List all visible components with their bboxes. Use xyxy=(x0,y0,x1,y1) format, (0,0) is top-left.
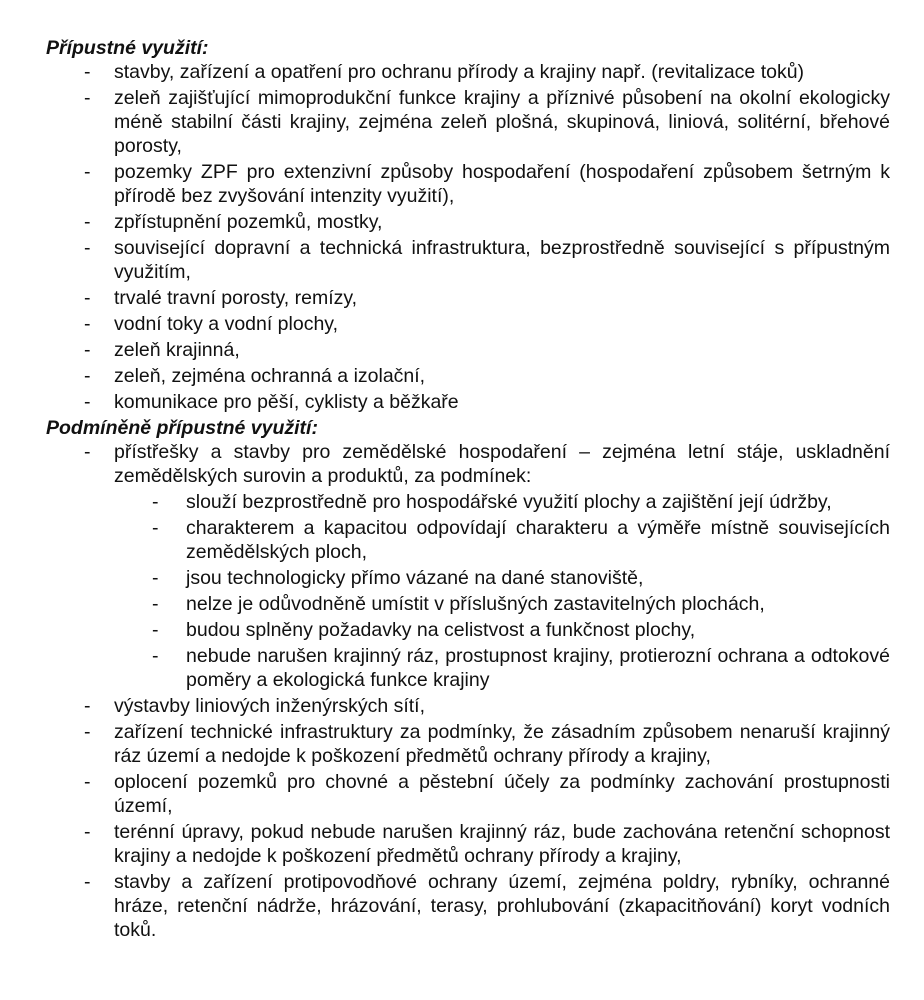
sublist-item xyxy=(46,592,890,616)
list-item xyxy=(46,770,890,818)
bullet-dash: - xyxy=(152,517,159,539)
list-item xyxy=(46,720,890,768)
bullet-dash: - xyxy=(84,871,91,893)
list-item xyxy=(46,312,890,336)
sublist-item-text: jsou technologicky přímo vázané na dané stanoviště, xyxy=(186,567,644,589)
sublist-item-text: nelze je odůvodněně umístit v příslušných zastavitelných plochách, xyxy=(186,593,765,615)
permitted-use-list xyxy=(46,60,890,414)
bullet-dash: - xyxy=(84,237,91,259)
bullet-dash: - xyxy=(84,365,91,387)
list-item xyxy=(46,210,890,234)
list-item xyxy=(46,86,890,158)
list-item xyxy=(46,236,890,284)
conditions-wrap xyxy=(46,490,890,692)
list-item-text: související dopravní a technická infrastruktura, bezprostředně související s přípustným využitím, xyxy=(114,237,890,283)
list-item-text: zařízení technické infrastruktury za podmínky, že zásadním způsobem nenaruší krajinný ráz území a nedojde k poškození předmětů ochrany přírody a krajiny, xyxy=(114,721,890,767)
bullet-dash: - xyxy=(84,821,91,843)
bullet-dash: - xyxy=(84,287,91,309)
section-heading-permitted-use: Přípustné využití: xyxy=(46,37,209,59)
list-item-text: terénní úpravy, pokud nebude narušen krajinný ráz, bude zachována retenční schopnost krajiny a nedojde k poškození předmětů ochrany přírody a krajiny, xyxy=(114,821,890,867)
bullet-dash: - xyxy=(84,211,91,233)
bullet-dash: - xyxy=(152,645,159,667)
bullet-dash: - xyxy=(152,491,159,513)
sublist-item xyxy=(46,516,890,564)
list-item-text: stavby, zařízení a opatření pro ochranu přírody a krajiny např. (revitalizace toků) xyxy=(114,61,805,83)
list-item-text: zeleň zajišťující mimoprodukční funkce krajiny a příznivé působení na okolní ekologicky méně stabilní části krajiny, zejména zeleň plošná, skupinová, liniová, solitérní, břehové porosty, xyxy=(114,87,890,157)
list-item xyxy=(46,440,890,692)
sublist-item xyxy=(46,490,890,514)
list-item-text: výstavby liniových inženýrských sítí, xyxy=(114,695,426,717)
bullet-dash: - xyxy=(84,339,91,361)
list-item xyxy=(46,390,890,414)
section-heading-conditional-use: Podmíněně přípustné využití: xyxy=(46,417,318,439)
bullet-dash: - xyxy=(152,619,159,641)
list-item xyxy=(46,286,890,310)
list-item xyxy=(46,870,890,942)
list-item xyxy=(46,60,890,84)
conditions-sublist xyxy=(46,490,890,692)
list-item-text: stavby a zařízení protipovodňové ochrany území, zejména poldry, rybníky, ochranné hráze, retenční nádrže, hrázování, terasy, prohlubování (zkapacitňování) koryt vodních toků. xyxy=(114,871,890,941)
bullet-dash: - xyxy=(84,441,91,463)
list-item-text: komunikace pro pěší, cyklisty a běžkaře xyxy=(114,391,459,413)
sublist-item xyxy=(46,644,890,692)
list-item xyxy=(46,820,890,868)
list-item-text: zeleň krajinná, xyxy=(114,339,240,361)
sublist-item-text: nebude narušen krajinný ráz, prostupnost krajiny, protierozní ochrana a odtokové poměry a ekologická funkce krajiny xyxy=(186,645,890,691)
bullet-dash: - xyxy=(84,61,91,83)
list-item xyxy=(46,694,890,718)
list-item-text: oplocení pozemků pro chovné a pěstební účely za podmínky zachování prostupnosti území, xyxy=(114,771,890,817)
bullet-dash: - xyxy=(84,161,91,183)
bullet-dash: - xyxy=(84,391,91,413)
list-item-text: zpřístupnění pozemků, mostky, xyxy=(114,211,383,233)
sublist-item-text: slouží bezprostředně pro hospodářské využití plochy a zajištění její údržby, xyxy=(186,491,832,513)
bullet-dash: - xyxy=(84,313,91,335)
bullet-dash: - xyxy=(152,567,159,589)
bullet-dash: - xyxy=(152,593,159,615)
list-item-text: vodní toky a vodní plochy, xyxy=(114,313,339,335)
bullet-dash: - xyxy=(84,771,91,793)
list-item-text: trvalé travní porosty, remízy, xyxy=(114,287,358,309)
bullet-dash: - xyxy=(84,87,91,109)
sublist-item xyxy=(46,566,890,590)
bullet-dash: - xyxy=(84,695,91,717)
list-item-text: zeleň, zejména ochranná a izolační, xyxy=(114,365,426,387)
list-item xyxy=(46,338,890,362)
sublist-item-text: charakterem a kapacitou odpovídají charakteru a výměře místně souvisejících zemědělských ploch, xyxy=(186,517,890,563)
list-item xyxy=(46,160,890,208)
sublist-item-text: budou splněny požadavky na celistvost a funkčnost plochy, xyxy=(186,619,696,641)
list-item-text: pozemky ZPF pro extenzivní způsoby hospodaření (hospodaření způsobem šetrným k přírodě bez zvyšování intenzity využití), xyxy=(114,161,890,207)
bullet-dash: - xyxy=(84,721,91,743)
sublist-item xyxy=(46,618,890,642)
list-item xyxy=(46,364,890,388)
conditional-use-list xyxy=(46,440,890,942)
list-item-text: přístřešky a stavby pro zemědělské hospodaření – zejména letní stáje, uskladnění zemědělských surovin a produktů, za podmínek: xyxy=(114,441,890,487)
